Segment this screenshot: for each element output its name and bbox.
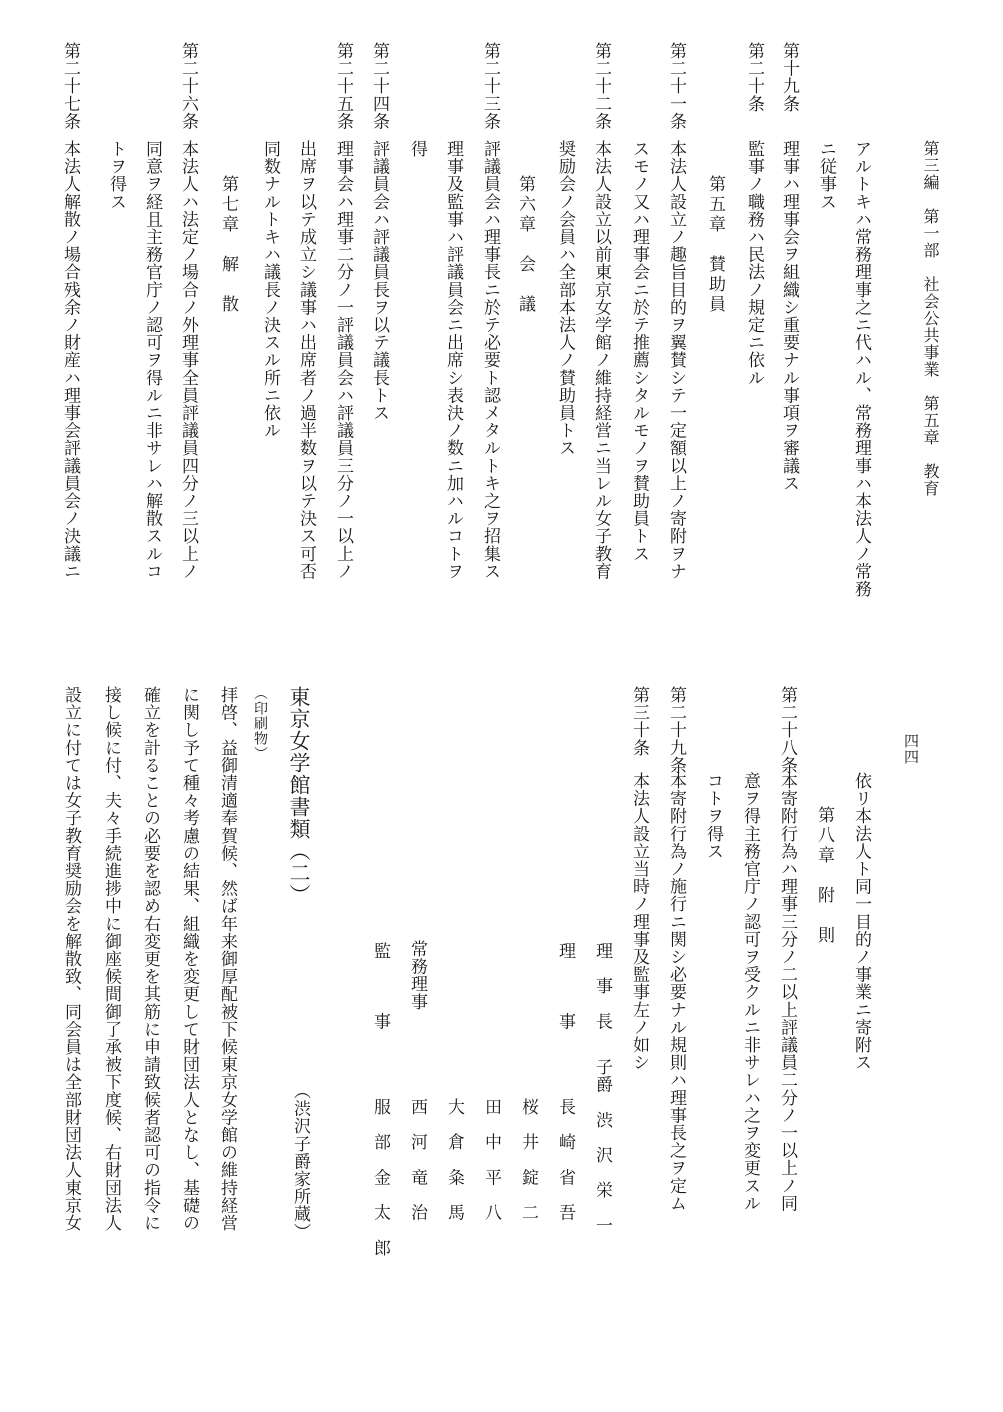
officer-role: 理 事: [555, 942, 575, 1030]
letter-line: 拝啓、益御清適奉賀候、然ば年来御厚配被下候東京女学館の維持経営: [217, 686, 237, 1232]
article-text: 本寄附行為ノ施行ニ関シ必要ナル規則ハ理事長之ヲ定ム: [666, 772, 686, 1212]
article-text: トヲ得ス: [106, 140, 126, 211]
article-text: 本法人ハ法定ノ場合ノ外理事全員評議員四分ノ三以上ノ: [178, 140, 198, 580]
chapter-heading: 第七章 解 散: [218, 175, 238, 315]
article-text: 奨励会ノ会員ハ全部本法人ノ賛助員トス: [555, 140, 575, 457]
article-label: 第十九条: [779, 42, 799, 113]
letter-line: に関し予て種々考慮の結果、組織を変更して財団法人となし、基礎の: [179, 686, 199, 1232]
article-label: 第二十条: [744, 42, 764, 113]
officer-role: 理 事 長: [592, 942, 612, 1030]
officer-role: 常務理事: [407, 940, 427, 1011]
chapter-heading: 第五章 賛助員: [705, 175, 725, 315]
document-title: 東京女学館書類（二）: [287, 686, 311, 906]
article-text: 理事会ハ理事二分ノ一評議員会ハ評議員三分ノ一以上ノ: [333, 140, 353, 580]
article-text: 本法人解散ノ場合残余ノ財産ハ理事会評議員会ノ決議ニ: [60, 140, 80, 580]
officer-name: 子爵 渋 沢 栄 一: [592, 1058, 612, 1234]
article-label: 第二十五条: [333, 42, 353, 130]
officer-name: 田 中 平 八: [481, 1098, 501, 1222]
letter-line: 設立に付ては女子教育奨励会を解散致、同会員は全部財団法人東京女: [61, 686, 81, 1232]
article-text: 得: [407, 140, 427, 158]
letter-line: 確立を計ることの必要を認め右変更を其筋に申請致候者認可の指令に: [140, 686, 160, 1232]
article-text: 出席ヲ以テ成立シ議事ハ出席者ノ過半数ヲ以テ決ス可否: [296, 140, 316, 580]
letter-line: 接し候に付、夫々手続進捗中に御座候間御了承被下度候、右財団法人: [101, 686, 121, 1232]
article-text: コトヲ得ス: [703, 772, 723, 860]
article-text: 評議員会ハ評議員長ヲ以テ議長トス: [369, 140, 389, 422]
officer-name: 桜 井 錠 二: [518, 1098, 538, 1222]
article-label: 第二十六条: [178, 42, 198, 130]
article-label: 第二十九条: [666, 686, 686, 774]
article-text: 理事及監事ハ評議員会ニ出席シ表決ノ数ニ加ハルコトヲ: [443, 140, 463, 580]
article-label: 第二十三条: [480, 42, 500, 130]
officer-name: 服 部 金 太 郎: [370, 1098, 390, 1257]
article-text: 本法人設立当時ノ理事及監事左ノ如シ: [629, 772, 649, 1072]
page-number: 四四: [902, 733, 920, 765]
article-label: 第二十一条: [666, 42, 686, 130]
chapter-heading: 第六章 会 議: [515, 175, 535, 315]
article-text: 意ヲ得主務官庁ノ認可ヲ受クルニ非サレハ之ヲ変更スル: [740, 772, 760, 1212]
article-text: 理事ハ理事会ヲ組織シ重要ナル事項ヲ審議ス: [779, 140, 799, 492]
article-text: 監事ノ職務ハ民法ノ規定ニ依ル: [744, 140, 764, 387]
officer-role: 監 事: [370, 942, 390, 1030]
continuation-line: ニ従事ス: [816, 140, 836, 211]
officer-name: 西 河 竜 治: [407, 1098, 427, 1222]
article-text: スモノ又ハ理事会ニ於テ推薦シタルモノヲ賛助員トス: [629, 140, 649, 563]
continuation-line: アルトキハ常務理事之ニ代ハル、常務理事ハ本法人ノ常務: [851, 140, 871, 598]
article-text: 同数ナルトキハ議長ノ決スル所ニ依ル: [260, 140, 280, 440]
article-text: 評議員会ハ理事長ニ於テ必要ト認メタルトキ之ヲ招集ス: [480, 140, 500, 580]
article-label: 第二十七条: [60, 42, 80, 130]
officer-name: 大 倉 粂 馬: [444, 1098, 464, 1222]
printed-matter-note: （印刷物）: [252, 686, 268, 761]
continuation-line: 依リ本法人ト同一目的ノ事業ニ寄附ス: [851, 772, 871, 1072]
document-source: （渋沢子爵家所蔵）: [290, 1082, 310, 1241]
article-label: 第二十二条: [591, 42, 611, 130]
article-label: 第二十八条: [777, 686, 797, 774]
article-label: 第二十四条: [369, 42, 389, 130]
officer-name: 長 崎 省 吾: [555, 1098, 575, 1222]
article-text: 本法人設立以前東京女学館ノ維持経営ニ当レル女子教育: [591, 140, 611, 580]
article-text: 本法人設立ノ趣旨目的ヲ翼賛シテ一定額以上ノ寄附ヲナ: [666, 140, 686, 580]
article-text: 本寄附行為ハ理事三分ノ二以上評議員二分ノ一以上ノ同: [777, 772, 797, 1212]
article-label: 第三十条: [629, 686, 649, 757]
running-head: 第三編 第一部 社会公共事業 第五章 教育: [921, 140, 940, 497]
chapter-heading: 第八章 附 則: [814, 806, 834, 946]
article-text: 同意ヲ経且主務官庁ノ認可ヲ得ルニ非サレハ解散スルコ: [142, 140, 162, 580]
